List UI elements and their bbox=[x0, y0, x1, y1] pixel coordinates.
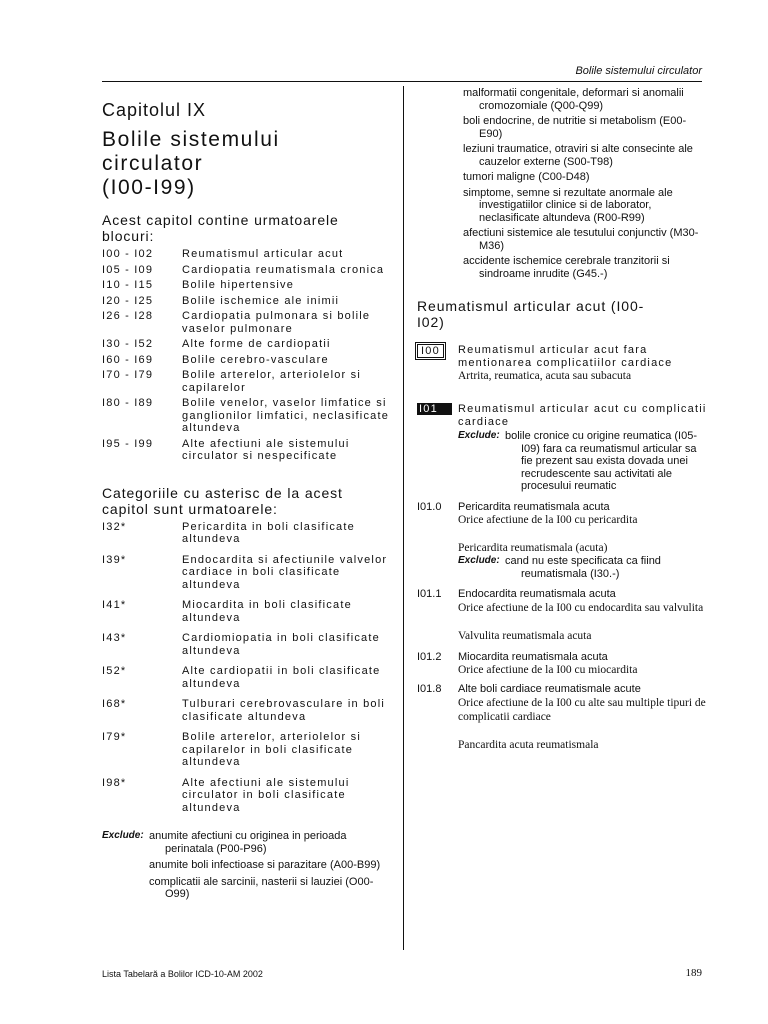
left-column bbox=[102, 100, 394, 905]
asterisk-heading: Categoriile cu asterisc de la acest capitol sunt urmatoarele: bbox=[102, 484, 343, 517]
entry-exclude bbox=[458, 555, 707, 580]
chapter-label: Capitolul IX bbox=[102, 100, 207, 120]
code-entry-i01-2 bbox=[417, 651, 707, 678]
exclude-item: leziuni traumatice, otraviri si alte consecinte ale cauzelor externe (S00-T98) bbox=[463, 143, 693, 168]
asterisk-row bbox=[102, 554, 394, 592]
block-title: Cardiopatia pulmonara si bolile vaselor pulmonare bbox=[182, 310, 371, 335]
entry-inclusion: Orice afectiune de la I00 cu pericardita bbox=[458, 514, 638, 526]
block-title: Bolile ischemice ale inimii bbox=[182, 294, 340, 307]
entry-code: I01.8 bbox=[417, 683, 442, 695]
right-column bbox=[417, 87, 707, 752]
code-i00: I00 bbox=[417, 344, 444, 358]
exclude-item: afectiuni sistemice ale tesutului conjunctiv (M30-M36) bbox=[463, 227, 699, 252]
block-title: Reumatismul articular acut bbox=[182, 248, 344, 260]
asterisk-row bbox=[102, 731, 394, 769]
asterisk-title: Cardiomiopatia in boli clasificate altundeva bbox=[182, 632, 380, 657]
block-title: Bolile arterelor, arteriolelor si capilarelor bbox=[182, 369, 361, 394]
asterisk-row bbox=[102, 665, 394, 690]
block-title: Cardiopatia reumatismala cronica bbox=[182, 263, 385, 276]
chapter-title-line: circulator bbox=[102, 152, 204, 175]
entry-title: Reumatismul articular acut cu complicatii cardiace bbox=[458, 403, 707, 428]
code-entry-i01 bbox=[417, 403, 707, 428]
entry-title: Miocardita reumatismala acuta bbox=[458, 650, 608, 663]
block-code: I00 - I02 bbox=[102, 248, 154, 260]
block-row bbox=[102, 248, 394, 261]
asterisk-code: I32* bbox=[102, 520, 127, 533]
asterisk-title: Pericardita in boli clasificate altundeva bbox=[182, 520, 355, 545]
asterisk-list bbox=[102, 521, 394, 815]
asterisk-code: I68* bbox=[102, 698, 127, 710]
asterisk-row bbox=[102, 599, 394, 624]
chapter-title-line: (I00-I99) bbox=[102, 176, 196, 199]
exclude-text: bolile cronice cu origine reumatica (I05-I09) fara ca reumatismul articular sa fie prezent sau exista dovada unei recrudescente sau activitati ale procesului reumatic bbox=[505, 430, 697, 492]
block-title: Bolile hipertensive bbox=[182, 279, 295, 291]
entry-code: I01.2 bbox=[417, 650, 442, 663]
asterisk-code: I79* bbox=[102, 731, 127, 743]
code-entry-i00 bbox=[417, 344, 707, 383]
exclude-item: boli endocrine, de nutritie si metabolism (E00-E90) bbox=[463, 115, 687, 140]
asterisk-code: I41* bbox=[102, 599, 127, 611]
exclude-text: cand nu este specificata ca fiind reumatismala (I30.-) bbox=[505, 555, 661, 580]
exclude-items bbox=[149, 830, 394, 905]
asterisk-code: I39* bbox=[102, 553, 127, 566]
chapter-title bbox=[102, 128, 394, 200]
asterisk-row bbox=[102, 632, 394, 657]
section-heading: Reumatismul articular acut (I00-I02) bbox=[417, 298, 645, 330]
asterisk-title: Alte cardiopatii in boli clasificate altundeva bbox=[182, 665, 381, 690]
asterisk-row bbox=[102, 698, 394, 723]
asterisk-title: Miocardita in boli clasificate altundeva bbox=[182, 599, 352, 624]
block-title: Bolile cerebro-vasculare bbox=[182, 353, 329, 366]
block-code: I20 - I25 bbox=[102, 294, 154, 307]
exclude-item: tumori maligne (C00-D48) bbox=[463, 171, 590, 183]
block-row bbox=[102, 397, 394, 435]
block-code: I26 - I28 bbox=[102, 310, 154, 322]
exclude-item: complicatii ale sarcinii, nasterii si lauziei (O00-O99) bbox=[149, 875, 374, 900]
block-code: I95 - I99 bbox=[102, 437, 154, 450]
block-code: I10 - I15 bbox=[102, 279, 154, 291]
entry-inclusion: Pancardita acuta reumatismala bbox=[458, 738, 599, 751]
page-number: 189 bbox=[685, 967, 702, 979]
asterisk-row bbox=[102, 777, 394, 815]
code-i01: I01 bbox=[417, 403, 452, 415]
entry-inclusion: Valvulita reumatismala acuta bbox=[458, 629, 592, 642]
entry-code: I01.1 bbox=[417, 588, 442, 600]
exclude-label: Exclude: bbox=[458, 430, 500, 441]
code-entry-i01-1 bbox=[417, 588, 707, 643]
entry-inclusion: Orice afectiune de la I00 cu miocardita bbox=[458, 664, 638, 676]
block-title: Alte forme de cardiopatii bbox=[182, 338, 331, 350]
block-code: I60 - I69 bbox=[102, 353, 154, 366]
entry-inclusion: Orice afectiune de la I00 cu endocardita sau valvulita bbox=[458, 601, 704, 614]
chapter-exclude bbox=[102, 830, 394, 905]
block-row bbox=[102, 279, 394, 292]
exclude-label: Exclude: bbox=[102, 830, 144, 841]
block-title: Alte afectiuni ale sistemului circulator si nespecificate bbox=[182, 437, 350, 462]
asterisk-title: Alte afectiuni ale sistemului circulator in boli clasificate altundeva bbox=[182, 776, 350, 814]
exclude-item: anumite boli infectioase si parazitare (A00-B99) bbox=[149, 859, 381, 871]
asterisk-title: Endocardita si afectiunile valvelor cardiace in boli clasificate altundeva bbox=[182, 553, 388, 591]
block-row bbox=[102, 310, 394, 335]
asterisk-row bbox=[102, 521, 394, 546]
entry-inclusion: Pericardita reumatismala (acuta) bbox=[458, 542, 608, 554]
entry-title: Reumatismul articular acut fara mentionarea complicatiilor cardiace bbox=[458, 344, 673, 369]
block-row bbox=[102, 438, 394, 463]
exclude-item: accidente ischemice cerebrale tranzitorii si sindroame inrudite (G45.-) bbox=[463, 255, 670, 280]
exclude-continuation bbox=[355, 87, 707, 280]
asterisk-code: I43* bbox=[102, 632, 127, 644]
entry-title: Alte boli cardiace reumatismale acute bbox=[458, 683, 641, 695]
block-code: I80 - I89 bbox=[102, 397, 154, 409]
block-row bbox=[102, 264, 394, 277]
asterisk-code: I98* bbox=[102, 776, 127, 789]
block-code: I05 - I09 bbox=[102, 263, 154, 276]
block-row bbox=[102, 295, 394, 308]
running-header: Bolile sistemului circulator bbox=[575, 65, 702, 77]
entry-inclusion: Artrita, reumatica, acuta sau subacuta bbox=[458, 370, 632, 382]
entry-exclude bbox=[458, 430, 707, 493]
code-entry-i01-0 bbox=[417, 501, 707, 556]
entry-title: Endocardita reumatismala acuta bbox=[458, 588, 616, 600]
code-entry-i01-8 bbox=[417, 683, 707, 752]
chapter-title-line: Bolile sistemului bbox=[102, 128, 280, 151]
block-code: I30 - I52 bbox=[102, 338, 154, 350]
asterisk-title: Bolile arterelor, arteriolelor si capilarelor in boli clasificate altundeva bbox=[182, 731, 361, 768]
block-row bbox=[102, 338, 394, 351]
asterisk-code: I52* bbox=[102, 665, 127, 677]
block-code: I70 - I79 bbox=[102, 369, 154, 381]
exclude-item: malformatii congenitale, deformari si anomalii cromozomiale (Q00-Q99) bbox=[463, 87, 684, 112]
block-title: Bolile venelor, vaselor limfatice si ganglionilor limfatici, neclasificate altundeva bbox=[182, 397, 390, 434]
entry-code: I01.0 bbox=[417, 500, 442, 513]
entry-inclusion: Orice afectiune de la I00 cu alte sau multiple tipuri de complicatii cardiace bbox=[458, 696, 706, 723]
exclude-label: Exclude: bbox=[458, 555, 500, 566]
block-row bbox=[102, 354, 394, 367]
header-rule bbox=[102, 81, 702, 82]
exclude-item: anumite afectiuni cu originea in perioada perinatala (P00-P96) bbox=[149, 830, 347, 855]
entry-title: Pericardita reumatismala acuta bbox=[458, 500, 610, 513]
blocks-list bbox=[102, 248, 394, 463]
block-row bbox=[102, 369, 394, 394]
asterisk-title: Tulburari cerebrovasculare in boli clasificate altundeva bbox=[182, 698, 386, 723]
footer-source: Lista Tabelară a Bolilor ICD-10-AM 2002 bbox=[102, 969, 263, 979]
exclude-item: simptome, semne si rezultate anormale ale investigatiilor clinice si de laborator, neclasificate altundeva (R00-R99) bbox=[463, 186, 673, 224]
blocks-heading: Acest capitol contine urmatoarele blocuri: bbox=[102, 212, 339, 244]
